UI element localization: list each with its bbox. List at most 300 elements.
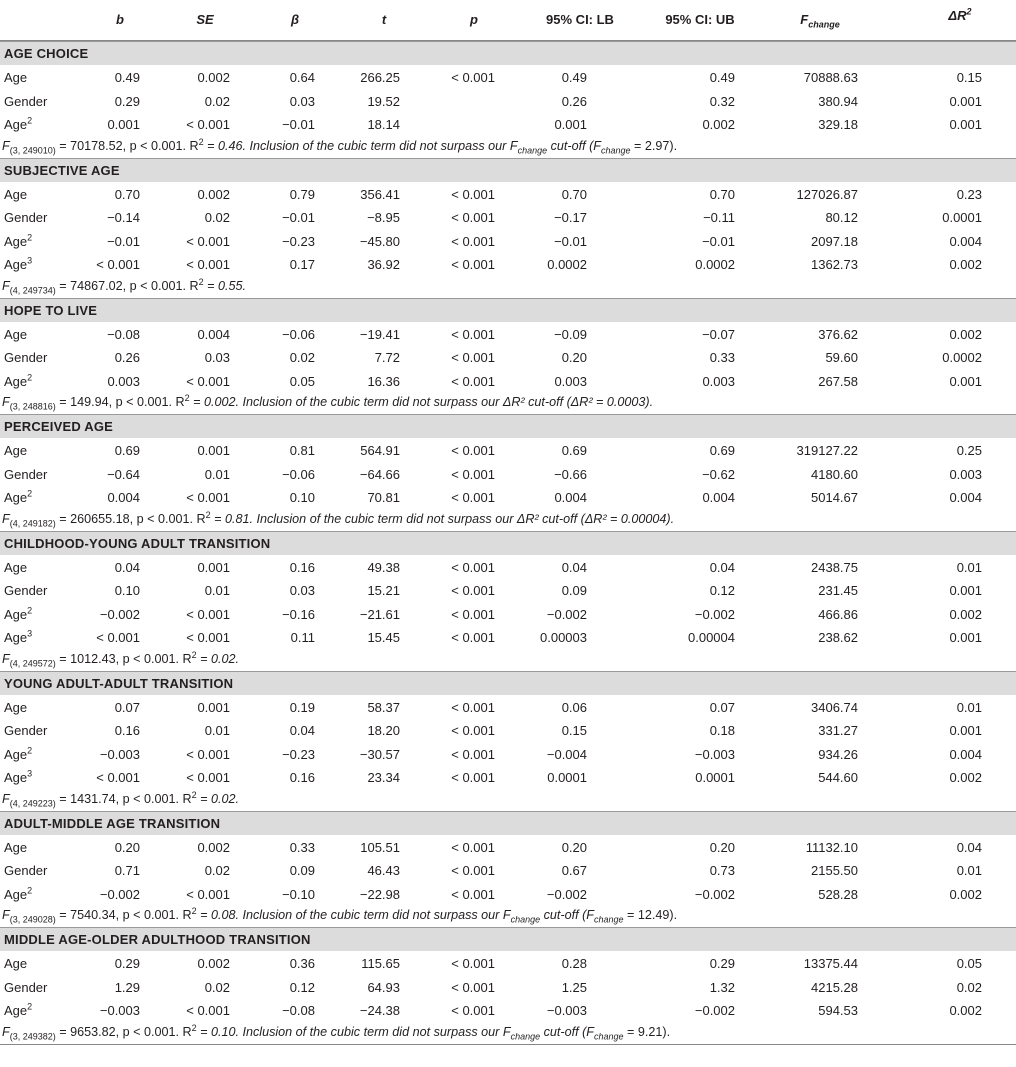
table-cell: 0.70 — [561, 186, 587, 202]
row-label: Age — [4, 839, 28, 855]
table-cell: 376.62 — [818, 326, 858, 342]
table-cell: 0.64 — [289, 70, 315, 85]
model-fit-note — [0, 136, 1016, 158]
table-cell: −0.01 — [702, 233, 735, 249]
table-row — [0, 322, 1016, 346]
table-cell: 594.53 — [818, 1003, 858, 1018]
table-cell: 0.15 — [561, 723, 587, 738]
table-row — [0, 205, 1016, 229]
table-cell: 13375.44 — [803, 956, 858, 971]
row-label: Age$^2$ — [4, 745, 33, 762]
table-row — [0, 998, 1016, 1022]
table-cell: 18.14 — [367, 117, 400, 132]
table-cell: < 0.001 — [186, 746, 230, 762]
table-cell: 18.20 — [367, 723, 400, 738]
table-cell: < 0.001 — [186, 606, 230, 622]
table-cell: 0.002 — [949, 257, 982, 272]
row-label: Age$^2$ — [4, 232, 33, 249]
table-cell: −22.98 — [359, 886, 400, 902]
row-label: Age — [4, 326, 28, 342]
table-row — [0, 578, 1016, 602]
table-cell: 4180.60 — [811, 466, 858, 482]
table-cell: 1362.73 — [811, 257, 858, 272]
table-cell: 0.004 — [949, 490, 982, 505]
col-t: t — [381, 12, 387, 27]
table-cell: −0.06 — [282, 466, 315, 482]
col-beta: β — [290, 12, 300, 27]
table-cell: 0.11 — [290, 630, 315, 645]
table-cell: < 0.001 — [451, 350, 495, 365]
table-cell: 46.43 — [367, 863, 400, 878]
table-cell: < 0.001 — [451, 770, 495, 785]
table-cell: < 0.001 — [451, 746, 495, 762]
table-cell: 0.001 — [107, 117, 140, 132]
table-cell: −0.002 — [99, 886, 140, 902]
table-cell: 0.0002 — [547, 257, 587, 272]
table-cell: 0.002 — [949, 326, 982, 342]
table-row — [0, 345, 1016, 369]
table-cell: −45.80 — [359, 233, 400, 249]
table-row — [0, 252, 1016, 276]
table-cell: 0.02 — [289, 350, 315, 365]
table-cell: 528.28 — [818, 886, 858, 902]
table-cell: < 0.001 — [451, 956, 495, 971]
table-cell: 0.15 — [956, 70, 982, 85]
table-cell: 5014.67 — [811, 490, 858, 505]
table-cell: 0.19 — [289, 699, 315, 715]
table-cell: 0.0002 — [942, 350, 982, 365]
table-cell: 0.69 — [114, 443, 140, 458]
table-row — [0, 718, 1016, 742]
table-cell: 59.60 — [825, 350, 858, 365]
table-cell: 331.27 — [818, 723, 858, 738]
note-text: $F_{(4, 249223)} = 1431.74$, p < 0.001. $R^2 = 0.02$. — [2, 789, 239, 809]
table-cell: 0.05 — [956, 956, 982, 971]
table-cell: 0.03 — [289, 93, 315, 109]
table-cell: 0.16 — [289, 559, 315, 575]
table-cell: 0.29 — [114, 956, 140, 971]
table-cell: 266.25 — [360, 70, 400, 85]
row-label: Gender — [4, 210, 48, 225]
table-cell: −0.64 — [107, 466, 140, 482]
table-cell: 0.04 — [709, 559, 735, 575]
table-cell: 0.0001 — [547, 770, 587, 785]
table-cell: < 0.001 — [451, 443, 495, 458]
table-cell: 0.70 — [114, 186, 140, 202]
table-cell: < 0.001 — [186, 233, 230, 249]
table-cell: < 0.001 — [186, 1003, 230, 1018]
table-cell: 0.49 — [561, 70, 587, 85]
table-cell: −0.002 — [546, 606, 587, 622]
table-cell: 0.02 — [956, 979, 982, 995]
note-text: $F_{(4, 249734)} = 74867.02$, p < 0.001. $R^2 = 0.55$. — [2, 276, 246, 296]
table-cell: −64.66 — [359, 466, 400, 482]
table-cell: 0.002 — [197, 956, 230, 971]
row-label: Age — [4, 186, 28, 202]
table-cell: 115.65 — [361, 956, 400, 971]
table-cell: 934.26 — [818, 746, 858, 762]
table-cell: 70.81 — [367, 490, 400, 505]
table-cell: −0.004 — [546, 746, 587, 762]
table-cell: < 0.001 — [186, 770, 230, 785]
table-cell: 0.0002 — [695, 257, 735, 272]
table-cell: 0.07 — [709, 699, 735, 715]
table-cell: 0.28 — [561, 956, 587, 971]
row-label: Age — [4, 956, 28, 971]
table-cell: 238.62 — [818, 630, 858, 645]
row-label: Gender — [4, 979, 48, 995]
table-cell: −19.41 — [359, 326, 400, 342]
row-label: Age$^2$ — [4, 1001, 33, 1018]
table-cell: −0.01 — [554, 233, 587, 249]
table-cell: −0.01 — [282, 210, 315, 225]
table-cell: 0.002 — [197, 70, 230, 85]
table-cell: −0.01 — [282, 117, 315, 132]
table-cell: 0.004 — [554, 490, 587, 505]
table-cell: −0.002 — [694, 1003, 735, 1018]
note-text: $F_{(3, 249010)} = 70178.52$, p < 0.001. $R^2 = 0.46$. Inclusion of the cubic term did not surpass our $F_{change}$ cut-off $(F_{change} = 2.97)$. — [2, 136, 678, 156]
section-title: ADULT-MIDDLE AGE TRANSITION — [4, 815, 221, 831]
table-cell: 36.92 — [367, 257, 400, 272]
table-cell: 0.0001 — [695, 770, 735, 785]
table-cell: 466.86 — [818, 606, 858, 622]
table-cell: < 0.001 — [186, 630, 230, 645]
table-cell: < 0.001 — [451, 186, 495, 202]
table-cell: 0.01 — [956, 863, 982, 878]
table-cell: 0.10 — [289, 490, 315, 505]
table-row — [0, 229, 1016, 253]
table-cell: 2155.50 — [811, 863, 858, 878]
table-cell: 0.004 — [197, 326, 230, 342]
section-title: SUBJECTIVE AGE — [4, 162, 120, 178]
table-row — [0, 975, 1016, 999]
table-cell: 0.001 — [197, 699, 230, 715]
table-cell: −0.09 — [554, 326, 587, 342]
table-row — [0, 765, 1016, 789]
table-cell: 3406.74 — [811, 699, 858, 715]
section-title: MIDDLE AGE-OLDER ADULTHOOD TRANSITION — [4, 932, 311, 947]
table-cell: 0.32 — [709, 93, 735, 109]
table-cell: 7.72 — [374, 350, 400, 365]
table-cell: 0.001 — [949, 93, 982, 109]
model-fit-note — [0, 649, 1016, 671]
table-cell: 380.94 — [818, 93, 858, 109]
table-cell: 0.001 — [949, 583, 982, 598]
model-fit-note — [0, 1022, 1016, 1045]
table-cell: −0.002 — [694, 886, 735, 902]
table-cell: 0.09 — [561, 583, 587, 598]
table-row — [0, 485, 1016, 509]
table-cell: 0.001 — [197, 559, 230, 575]
table-cell: 0.002 — [702, 117, 735, 132]
table-cell: < 0.001 — [451, 1003, 495, 1018]
table-cell: 0.49 — [114, 70, 140, 85]
table-cell: < 0.001 — [451, 326, 495, 342]
row-label: Age — [4, 559, 28, 575]
note-text: $F_{(4, 249182)} = 260655.18$, p < 0.001. $R^2 = 0.81$. Inclusion of the cubic term did not surpass our ΔR² cut-off (ΔR² = 0.00004). — [2, 509, 675, 529]
table-cell: 0.69 — [561, 443, 587, 458]
table-cell: −0.002 — [99, 606, 140, 622]
table-row — [0, 112, 1016, 136]
table-cell: −30.57 — [359, 746, 400, 762]
table-cell: 0.00004 — [688, 630, 735, 645]
table-cell: 0.001 — [949, 630, 982, 645]
table-row — [0, 882, 1016, 906]
table-cell: < 0.001 — [451, 839, 495, 855]
table-cell: 0.003 — [949, 466, 982, 482]
section-title: AGE CHOICE — [4, 46, 89, 61]
model-fit-note — [0, 509, 1016, 531]
row-label: Gender — [4, 723, 48, 738]
table-cell: 0.20 — [114, 839, 140, 855]
table-cell: 0.36 — [289, 956, 315, 971]
table-cell: 0.02 — [204, 863, 230, 878]
table-cell: 0.01 — [956, 559, 982, 575]
model-fit-note — [0, 392, 1016, 414]
table-cell: 0.004 — [949, 233, 982, 249]
table-row — [0, 89, 1016, 113]
model-fit-note — [0, 789, 1016, 811]
table-cell: 16.36 — [367, 373, 400, 389]
table-cell: 0.25 — [956, 443, 982, 458]
row-label: Age$^2$ — [4, 605, 33, 622]
note-text: $F_{(4, 249572)} = 1012.43$, p < 0.001. $R^2 = 0.02$. — [2, 649, 239, 669]
table-cell: −0.66 — [554, 466, 587, 482]
table-cell: 105.51 — [360, 839, 400, 855]
table-cell: 15.45 — [367, 630, 400, 645]
table-cell: 0.20 — [561, 839, 587, 855]
section-title: CHILDHOOD-YOUNG ADULT TRANSITION — [4, 535, 271, 551]
table-cell: 2097.18 — [811, 233, 858, 249]
table-cell: 0.001 — [949, 373, 982, 389]
table-cell: 0.003 — [702, 373, 735, 389]
table-cell: 0.29 — [114, 93, 140, 109]
table-row — [0, 625, 1016, 649]
table-cell: 0.03 — [204, 350, 230, 365]
row-label: Age$^3$ — [4, 628, 33, 645]
table-cell: 0.81 — [289, 443, 315, 458]
model-fit-note — [0, 276, 1016, 298]
table-cell: 70888.63 — [803, 70, 858, 85]
row-label: Age$^3$ — [4, 768, 33, 785]
table-cell: 0.12 — [709, 583, 735, 598]
table-cell: −21.61 — [359, 606, 400, 622]
row-label: Age$^2$ — [4, 115, 33, 132]
table-cell: < 0.001 — [451, 863, 495, 878]
col-fchange: $F_{change}$ — [800, 12, 840, 30]
col-se: SE — [196, 12, 214, 27]
table-cell: 0.16 — [114, 723, 140, 738]
section-title: PERCEIVED AGE — [4, 419, 114, 434]
table-cell: 0.29 — [709, 956, 735, 971]
table-cell: 0.002 — [197, 839, 230, 855]
table-cell: < 0.001 — [96, 257, 140, 272]
row-label: Gender — [4, 583, 48, 598]
table-cell: 80.12 — [825, 210, 858, 225]
table-cell: 0.20 — [561, 350, 587, 365]
table-cell: 127026.87 — [796, 186, 858, 202]
table-row — [0, 182, 1016, 206]
section-header — [0, 671, 1016, 695]
col-p: p — [470, 12, 478, 27]
table-cell: 0.002 — [949, 770, 982, 785]
section-header — [0, 298, 1016, 322]
table-cell: < 0.001 — [186, 886, 230, 902]
table-cell: 0.12 — [289, 979, 315, 995]
table-cell: 0.10 — [114, 583, 140, 598]
table-row — [0, 695, 1016, 719]
table-cell: < 0.001 — [451, 466, 495, 482]
table-cell: 0.70 — [709, 186, 735, 202]
table-cell: 0.33 — [289, 839, 315, 855]
table-cell: 0.23 — [956, 186, 982, 202]
table-cell: 23.34 — [367, 770, 400, 785]
table-row — [0, 602, 1016, 626]
table-cell: 0.26 — [561, 93, 587, 109]
table-cell: 0.04 — [289, 723, 315, 738]
table-cell: −0.16 — [282, 606, 315, 622]
table-cell: −0.07 — [702, 326, 735, 342]
row-label: Age$^2$ — [4, 488, 33, 505]
table-cell: −0.003 — [694, 746, 735, 762]
table-cell: 0.33 — [709, 350, 735, 365]
row-label: Age$^2$ — [4, 372, 33, 389]
note-text: $F_{(3, 248816)} = 149.94$, p < 0.001. $R^2 = 0.002$. Inclusion of the cubic term did not surpass our ΔR² cut-off (ΔR² = 0.0003). — [2, 392, 654, 412]
table-cell: < 0.001 — [96, 770, 140, 785]
row-label: Gender — [4, 93, 48, 109]
table-row — [0, 462, 1016, 486]
table-cell: < 0.001 — [451, 210, 495, 225]
table-cell: 0.18 — [709, 723, 735, 738]
table-cell: 0.04 — [114, 559, 140, 575]
note-text: $F_{(3, 249028)} = 7540.34$, p < 0.001. $R^2 = 0.08$. Inclusion of the cubic term did not surpass our $F_{change}$ cut-off $(F_{change} = 12.49)$. — [2, 905, 678, 925]
table-cell: −0.08 — [282, 1003, 315, 1018]
table-cell: 0.0001 — [942, 210, 982, 225]
table-cell: 356.41 — [360, 186, 400, 202]
table-cell: 0.002 — [197, 186, 230, 202]
table-cell: 4215.28 — [811, 979, 858, 995]
table-row — [0, 951, 1016, 975]
table-cell: < 0.001 — [451, 723, 495, 738]
table-cell: < 0.001 — [451, 630, 495, 645]
table-cell: −0.002 — [694, 606, 735, 622]
row-label: Age — [4, 70, 28, 85]
note-text: $F_{(3, 249382)} = 9653.82$, p < 0.001. $R^2 = 0.10$. Inclusion of the cubic term did not surpass our $F_{change}$ cut-off $(F_{change} = 9.21)$. — [2, 1022, 671, 1042]
table-cell: 15.21 — [367, 583, 400, 598]
section-header — [0, 41, 1016, 65]
table-cell: < 0.001 — [186, 490, 230, 505]
table-cell: −0.003 — [99, 1003, 140, 1018]
table-cell: −24.38 — [359, 1003, 400, 1018]
table-cell: −0.11 — [703, 210, 735, 225]
table-cell: −0.003 — [546, 1003, 587, 1018]
table-cell: < 0.001 — [451, 886, 495, 902]
table-cell: 0.001 — [949, 723, 982, 738]
table-row — [0, 835, 1016, 859]
table-body — [0, 41, 1016, 1045]
table-cell: 0.49 — [709, 70, 735, 85]
table-cell: < 0.001 — [186, 117, 230, 132]
table-cell: 0.003 — [107, 373, 140, 389]
table-row — [0, 555, 1016, 579]
table-cell: 0.20 — [709, 839, 735, 855]
table-cell: 58.37 — [367, 699, 400, 715]
table-cell: −0.17 — [554, 210, 587, 225]
section-header — [0, 927, 1016, 951]
table-cell: 0.04 — [956, 839, 982, 855]
table-cell: 0.02 — [204, 93, 230, 109]
table-cell: 0.69 — [709, 443, 735, 458]
section-header — [0, 811, 1016, 835]
table-cell: 544.60 — [818, 770, 858, 785]
table-cell: −0.003 — [99, 746, 140, 762]
table-cell: 0.02 — [204, 979, 230, 995]
table-cell: 19.52 — [367, 93, 400, 109]
col-b: b — [116, 12, 124, 27]
section-title: HOPE TO LIVE — [4, 302, 98, 318]
table-cell: 64.93 — [367, 979, 400, 995]
col-ci-lb: 95% CI: LB — [546, 12, 614, 27]
table-cell: 0.67 — [561, 863, 587, 878]
table-cell: 0.26 — [114, 350, 140, 365]
table-cell: 0.04 — [561, 559, 587, 575]
table-cell: < 0.001 — [451, 606, 495, 622]
table-cell: < 0.001 — [186, 373, 230, 389]
table-cell: 0.17 — [289, 257, 315, 272]
col-delta-r2: $\Delta R^2$ — [948, 6, 972, 23]
table-cell: < 0.001 — [186, 257, 230, 272]
table-row — [0, 65, 1016, 89]
table-cell: < 0.001 — [451, 233, 495, 249]
table-cell: 49.38 — [367, 559, 400, 575]
table-cell: −0.62 — [702, 466, 735, 482]
section-header — [0, 531, 1016, 555]
table-cell: 0.05 — [289, 373, 315, 389]
table-cell: 0.001 — [949, 117, 982, 132]
table-cell: 0.09 — [289, 863, 315, 878]
table-cell: −0.002 — [546, 886, 587, 902]
table-cell: −8.95 — [367, 210, 400, 225]
table-row — [0, 369, 1016, 393]
table-row — [0, 438, 1016, 462]
table-cell: < 0.001 — [451, 979, 495, 995]
table-cell: 0.002 — [949, 886, 982, 902]
table-cell: 329.18 — [818, 117, 858, 132]
table-cell: −0.23 — [282, 746, 315, 762]
table-cell: 0.004 — [949, 746, 982, 762]
row-label: Age — [4, 699, 28, 715]
table-cell: < 0.001 — [451, 583, 495, 598]
table-cell: 2438.75 — [811, 559, 858, 575]
table-cell: 0.003 — [554, 373, 587, 389]
table-cell: < 0.001 — [451, 373, 495, 389]
row-label: Age$^2$ — [4, 885, 33, 902]
table-cell: 0.001 — [197, 443, 230, 458]
table-cell: 319127.22 — [796, 443, 858, 458]
table-cell: 0.00003 — [540, 630, 587, 645]
section-title: YOUNG ADULT-ADULT TRANSITION — [4, 675, 234, 691]
table-cell: 0.03 — [289, 583, 315, 598]
table-cell: −0.01 — [107, 233, 140, 249]
row-label: Gender — [4, 350, 48, 365]
table-cell: 1.32 — [709, 979, 735, 995]
table-row — [0, 858, 1016, 882]
table-cell: < 0.001 — [451, 70, 495, 85]
table-cell: 0.02 — [204, 210, 230, 225]
table-cell: 0.06 — [561, 699, 587, 715]
table-cell: −0.14 — [107, 210, 140, 225]
row-label: Gender — [4, 466, 48, 482]
